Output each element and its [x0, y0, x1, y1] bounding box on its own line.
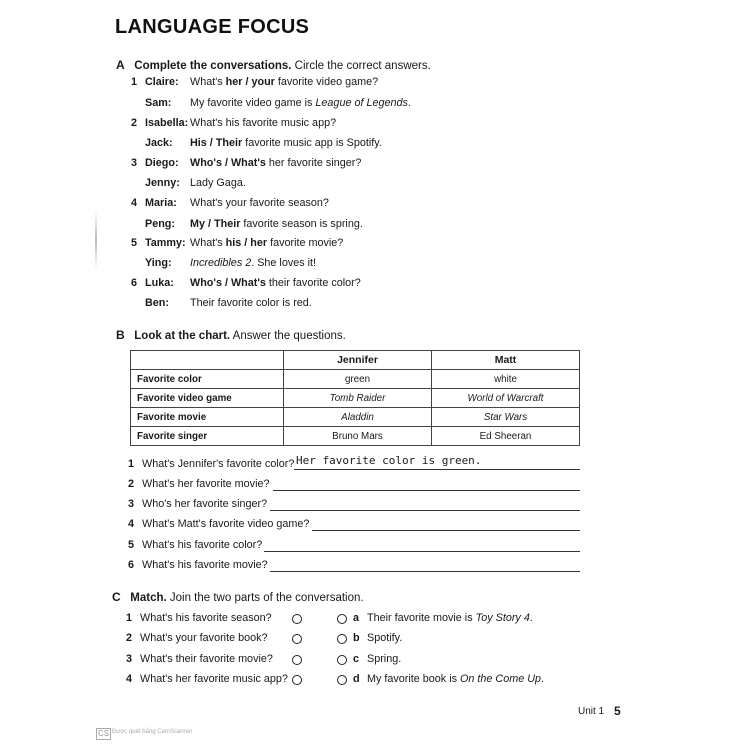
match-circle-right-c[interactable] [337, 655, 347, 665]
answer-line[interactable] [264, 551, 580, 552]
chart-header-blank [131, 351, 284, 370]
camscanner-logo-icon: CS [98, 729, 110, 738]
chart-row [131, 389, 580, 408]
match-circle-left-3[interactable] [292, 655, 302, 665]
question-text: What's his favorite color? [142, 539, 263, 551]
speaker: Luka: [145, 277, 174, 289]
match-circle-left-1[interactable] [292, 614, 302, 624]
question-text: Who's her favorite singer? [142, 498, 268, 510]
answer-choice[interactable]: her / your [225, 76, 275, 88]
chart-cell-matt: Star Wars [432, 408, 580, 427]
item-number: 2 [131, 117, 138, 129]
match-circle-left-4[interactable] [292, 675, 302, 685]
match-answer: Spring. [367, 653, 402, 665]
question-text: What's Jennifer's favorite color? [142, 458, 295, 470]
scan-artifact [95, 210, 97, 270]
chart-cell-matt: Ed Sheeran [432, 427, 580, 446]
question-number: 2 [128, 478, 135, 490]
speaker: Tammy: [145, 237, 186, 249]
answer-choice[interactable]: Who's / What's [190, 277, 266, 289]
dialogue-text: Who's / What's her favorite singer? [190, 157, 362, 169]
answer-choice[interactable]: his / her [225, 237, 268, 249]
favorites-chart [130, 350, 580, 446]
section-b-heading [116, 328, 346, 342]
question-number: 1 [128, 458, 135, 470]
chart-row [131, 427, 580, 446]
match-circle-right-d[interactable] [337, 675, 347, 685]
section-a-heading [116, 58, 431, 72]
chart-cell-matt: World of Warcraft [432, 389, 580, 408]
match-answer: Their favorite movie is Toy Story 4. [367, 612, 533, 624]
dialogue-text: Lady Gaga. [190, 177, 246, 189]
chart-cell-jennifer: Aladdin [284, 408, 432, 427]
section-letter: B [116, 328, 125, 342]
chart-cell-jennifer: Bruno Mars [284, 427, 432, 446]
item-number: 3 [131, 157, 138, 169]
chart-row-label: Favorite video game [131, 389, 284, 408]
item-number: 3 [126, 653, 133, 665]
chart-cell-matt: white [432, 370, 580, 389]
speaker: Maria: [145, 197, 177, 209]
chart-header-jennifer: Jennifer [284, 351, 432, 370]
dialogue-text: My favorite video game is League of Legends. [190, 97, 411, 109]
chart-row-label: Favorite color [131, 370, 284, 389]
item-number: 4 [126, 673, 133, 685]
item-number: 1 [131, 76, 138, 88]
dialogue-text: My / Their favorite season is spring. [190, 218, 363, 230]
chart-cell-jennifer: Tomb Raider [284, 389, 432, 408]
chart-row [131, 370, 580, 389]
question-text: What's his favorite movie? [142, 559, 268, 571]
question-number: 4 [128, 518, 135, 530]
answer-choice[interactable]: His / Their [190, 137, 243, 149]
dialogue-text: What's his / her favorite movie? [190, 237, 344, 249]
section-b-instruction-bold: Look at the chart. [134, 330, 231, 342]
answer-line[interactable] [270, 510, 580, 511]
dialogue-text: Who's / What's their favorite color? [190, 277, 361, 289]
question-number: 5 [128, 539, 135, 551]
dialogue-text: His / Their favorite music app is Spotify. [190, 137, 382, 149]
item-letter: b [353, 632, 360, 644]
match-question: What's their favorite movie? [140, 653, 273, 665]
item-number: 2 [126, 632, 133, 644]
chart-row-label: Favorite singer [131, 427, 284, 446]
answer-choice[interactable]: Who's / What's [190, 157, 266, 169]
match-answer: Spotify. [367, 632, 403, 644]
item-number: 4 [131, 197, 138, 209]
question-text: What's Matt's favorite video game? [142, 518, 310, 530]
match-answer: My favorite book is On the Come Up. [367, 673, 545, 685]
section-a-instruction-bold: Complete the conversations. [134, 60, 292, 72]
match-question: What's your favorite book? [140, 632, 268, 644]
speaker: Ying: [145, 257, 172, 269]
answer-choice[interactable]: My / Their [190, 218, 241, 230]
answer-line[interactable] [273, 490, 580, 491]
camscanner-watermark: Được quét bằng CamScanner [112, 729, 193, 735]
speaker: Ben: [145, 297, 169, 309]
question-number: 6 [128, 559, 135, 571]
speaker: Sam: [145, 97, 172, 109]
match-question: What's his favorite season? [140, 612, 272, 624]
dialogue-text: What's her / your favorite video game? [190, 76, 379, 88]
question-text: What's her favorite movie? [142, 478, 270, 490]
dialogue-text: What's his favorite music app? [190, 117, 337, 129]
speaker: Diego: [145, 157, 179, 169]
speaker: Peng: [145, 218, 175, 230]
page-number: 5 [614, 704, 621, 718]
chart-row-label: Favorite movie [131, 408, 284, 427]
answer-line[interactable] [294, 469, 580, 470]
item-letter: a [353, 612, 360, 624]
item-number: 1 [126, 612, 133, 624]
chart-header-row [131, 351, 580, 370]
section-b-instruction: Answer the questions. [230, 330, 346, 342]
section-c-instruction: Join the two parts of the conversation. [166, 592, 364, 604]
item-number: 5 [131, 237, 138, 249]
match-circle-right-a[interactable] [337, 614, 347, 624]
section-letter: C [112, 590, 121, 604]
handwritten-answer: Her favorite color is green. [296, 454, 482, 467]
section-c-instruction-bold: Match. [130, 592, 167, 604]
speaker: Jack: [145, 137, 173, 149]
section-c-heading [112, 590, 364, 604]
unit-label: Unit 1 [578, 706, 605, 717]
item-number: 6 [131, 277, 138, 289]
dialogue-text: Incredibles 2. She loves it! [190, 257, 317, 269]
answer-line[interactable] [270, 571, 580, 572]
answer-line[interactable] [312, 530, 580, 531]
speaker: Jenny: [145, 177, 180, 189]
chart-header-matt: Matt [432, 351, 580, 370]
dialogue-text: Their favorite color is red. [190, 297, 312, 309]
match-circle-right-b[interactable] [337, 634, 347, 644]
page-title: LANGUAGE FOCUS [115, 16, 310, 38]
section-letter: A [116, 58, 125, 72]
section-a-instruction: Circle the correct answers. [291, 60, 431, 72]
match-question: What's her favorite music app? [140, 673, 288, 685]
chart-cell-jennifer: green [284, 370, 432, 389]
speaker: Isabella: [145, 117, 189, 129]
question-number: 3 [128, 498, 135, 510]
item-letter: c [353, 653, 360, 665]
speaker: Claire: [145, 76, 179, 88]
item-letter: d [353, 673, 360, 685]
match-circle-left-2[interactable] [292, 634, 302, 644]
dialogue-text: What's your favorite season? [190, 197, 329, 209]
chart-row [131, 408, 580, 427]
